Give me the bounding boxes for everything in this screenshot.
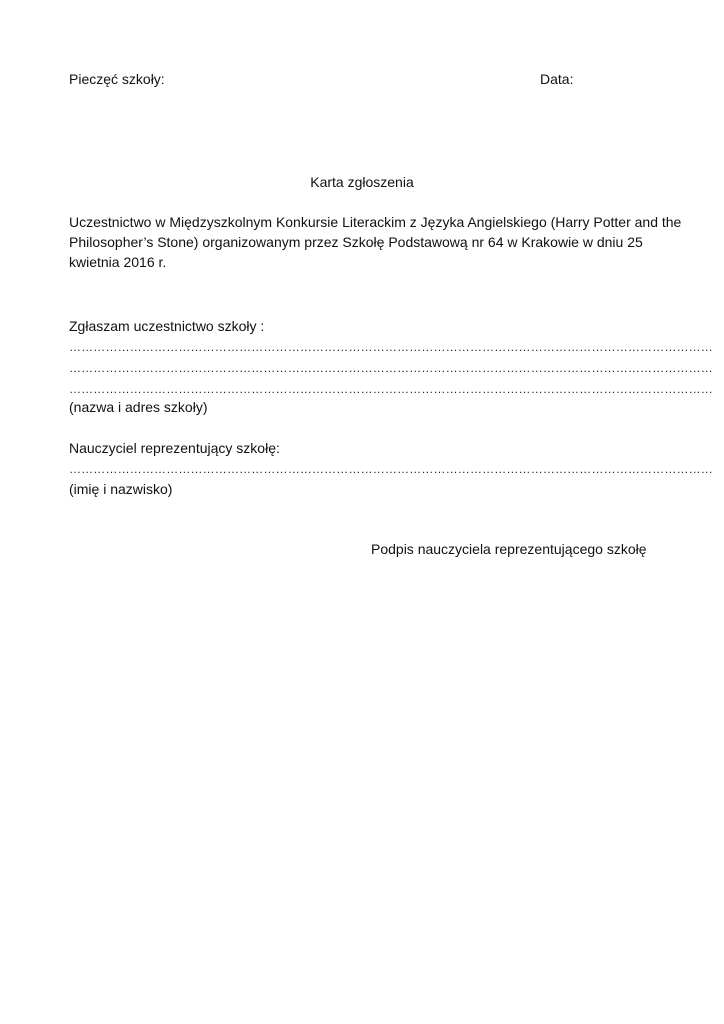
teacher-section-label: Nauczyciel reprezentujący szkołę: [69,440,280,456]
school-field-hint: (nazwa i adres szkoły) [69,399,208,415]
teacher-signature-label: Podpis nauczyciela reprezentującego szkołę [371,541,647,557]
intro-paragraph [69,212,682,272]
teacher-fill-line: …………………………………………………………………………………………………………………………………………… [69,462,713,476]
school-section-label: Zgłaszam uczestnictwo szkoły : [69,318,265,334]
intro-line: Philosopher’s Stone) organizowanym przez Szkołę Podstawową nr 64 w Krakowie w dniu 25 [69,234,643,250]
intro-line: kwietnia 2016 r. [69,254,167,270]
school-fill-line: …………………………………………………………………………………………………………………………………………… [69,382,713,396]
school-fill-line: …………………………………………………………………………………………………………………………………………… [69,361,713,375]
date-label: Data: [540,71,574,87]
school-fill-line: …………………………………………………………………………………………………………………………………………… [69,340,713,354]
teacher-field-hint: (imię i nazwisko) [69,481,173,497]
school-stamp-label: Pieczęć szkoły: [69,71,165,87]
intro-line: Uczestnictwo w Międzyszkolnym Konkursie Literackim z Języka Angielskiego (Harry Potter and the [69,214,682,230]
form-title: Karta zgłoszenia [310,174,414,190]
